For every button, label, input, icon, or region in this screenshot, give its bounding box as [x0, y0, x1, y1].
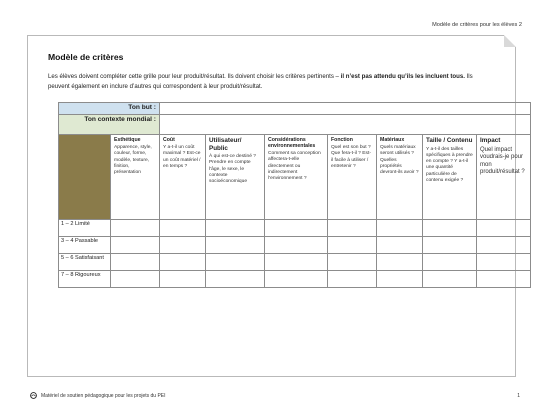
level-label: 7 – 8 Rigoureux — [59, 271, 111, 288]
criterion-title: Esthétique — [114, 137, 141, 143]
criterion-desc: Y a-t-il un coût maximal ? Est-ce un coût matériel / en temps ? — [163, 145, 201, 169]
grid-cell[interactable] — [377, 254, 423, 271]
criterion-header-impact — [477, 135, 531, 220]
context-label: Ton contexte mondial : — [59, 115, 160, 135]
criterion-title: Matériaux — [380, 137, 405, 143]
document-title: Modèle de critères — [48, 52, 124, 62]
grid-cell[interactable] — [111, 254, 160, 271]
grid-cell[interactable] — [265, 254, 328, 271]
grid-cell[interactable] — [423, 254, 477, 271]
grid-cell[interactable] — [265, 271, 328, 288]
criterion-title: Utilisateur/ Public — [209, 137, 242, 152]
corner-cell — [59, 135, 111, 220]
grid-cell[interactable] — [111, 220, 160, 237]
criterion-title: Coût — [163, 137, 175, 143]
level-label: 1 – 2 Limité — [59, 220, 111, 237]
grid-cell[interactable] — [377, 237, 423, 254]
grid-cell[interactable] — [206, 254, 265, 271]
grid-cell[interactable] — [328, 220, 377, 237]
criterion-title: Taille / Contenu — [426, 137, 473, 144]
grid-cell[interactable] — [477, 271, 531, 288]
grid-cell[interactable] — [160, 271, 206, 288]
context-input-cell[interactable] — [160, 115, 531, 135]
grid-cell[interactable] — [477, 220, 531, 237]
grid-cell[interactable] — [423, 220, 477, 237]
criterion-header-environnement — [265, 135, 328, 220]
ib-logo-icon — [30, 392, 37, 399]
criterion-desc: Quel impact voudrais-je pour mon produit/résultat ? — [480, 146, 525, 176]
running-header: Modèle de critères pour les élèves 2 — [432, 22, 522, 28]
footer — [30, 392, 166, 399]
grid-cell[interactable] — [206, 220, 265, 237]
grid-cell[interactable] — [328, 271, 377, 288]
grid-cell[interactable] — [160, 220, 206, 237]
criterion-desc: À qui est-ce destiné ? Prendre en compte l’âge, le sexe, le contexte socioéconomique — [209, 154, 257, 185]
grid-cell[interactable] — [328, 254, 377, 271]
criterion-desc: Y a-t-il des tailles spécifiques à prendre en compte ? Y a-t-il une quantité particulière de contenu exigée ? — [426, 146, 473, 184]
grid-cell[interactable] — [206, 271, 265, 288]
grid-cell[interactable] — [423, 271, 477, 288]
footer-text: Matériel de soutien pédagogique pour les projets du PEI — [41, 392, 166, 399]
grid-cell[interactable] — [206, 237, 265, 254]
grid-cell[interactable] — [160, 254, 206, 271]
grid-cell[interactable] — [328, 237, 377, 254]
criterion-title: Impact — [480, 137, 501, 144]
intro-text-2: Ils peuvent également en inclure d’autres qui correspondent à leur produit/résultat. — [48, 73, 473, 90]
grid-cell[interactable] — [111, 237, 160, 254]
criterion-header-cout — [160, 135, 206, 220]
criterion-desc: Apparence, style, couleur, forme, modèle, texture, finition, présentation — [114, 145, 152, 176]
grid-cell[interactable] — [377, 220, 423, 237]
grid-cell[interactable] — [477, 237, 531, 254]
criterion-desc: Quels matériaux seront utilisés ? Quelles propriétés devront-ils avoir ? — [380, 145, 419, 176]
grid-cell[interactable] — [111, 271, 160, 288]
criterion-header-taille — [423, 135, 477, 220]
intro-paragraph — [48, 72, 488, 92]
intro-text-bold: il n’est pas attendu qu’ils les incluent tous. — [340, 73, 465, 80]
criterion-header-fonction — [328, 135, 377, 220]
grid-cell[interactable] — [423, 237, 477, 254]
criterion-header-esthetique — [111, 135, 160, 220]
criterion-header-materiaux — [377, 135, 423, 220]
grid-cell[interactable] — [265, 220, 328, 237]
intro-text-1: Les élèves doivent compléter cette grille pour leur produit/résultat. Ils doivent choisir les critères pertinents – — [48, 73, 341, 80]
level-label: 3 – 4 Passable — [59, 237, 111, 254]
goal-input-cell[interactable] — [160, 103, 531, 115]
grid-cell[interactable] — [377, 271, 423, 288]
criterion-desc: Comment sa conception affectera-t-elle directement ou indirectement l’environnement ? — [268, 151, 321, 182]
page-fold-corner — [504, 35, 516, 47]
grid-cell[interactable] — [160, 237, 206, 254]
grid-cell[interactable] — [477, 254, 531, 271]
criterion-desc: Quel est son but ? Que fera-t-il ? Est-il facile à utiliser / entretenir ? — [331, 145, 371, 169]
criteria-table — [58, 102, 531, 288]
criterion-title: Fonction — [331, 137, 353, 143]
criterion-title: Considérations environnementales — [268, 137, 316, 149]
document-page — [27, 35, 525, 377]
page-number: 1 — [517, 393, 520, 399]
grid-cell[interactable] — [265, 237, 328, 254]
criterion-header-utilisateur — [206, 135, 265, 220]
goal-label: Ton but : — [59, 103, 160, 115]
level-label: 5 – 6 Satisfaisant — [59, 254, 111, 271]
